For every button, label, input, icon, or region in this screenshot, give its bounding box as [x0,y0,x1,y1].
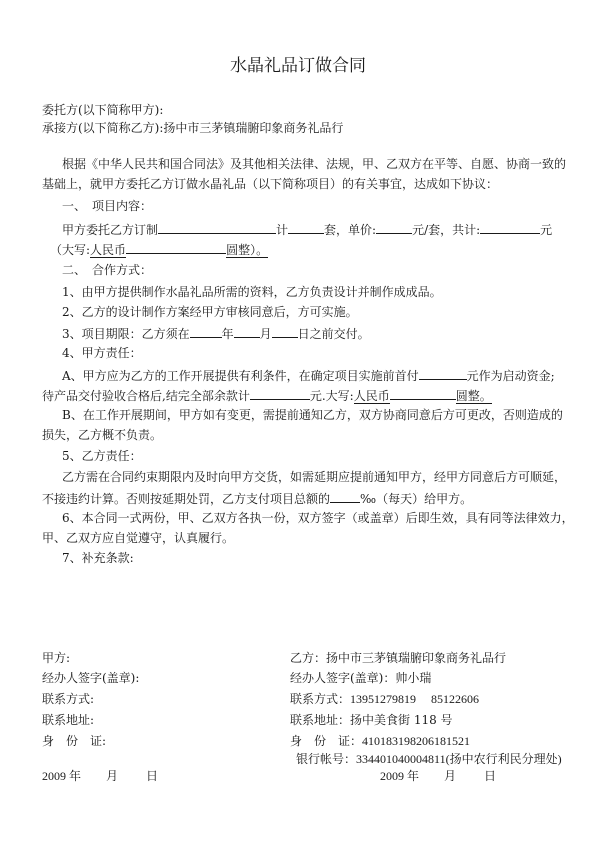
day-blank[interactable] [272,325,298,338]
clause-4a-line-1 [62,367,555,383]
party-b-id-label: 身 份 证： [290,734,363,748]
clause-4-heading: 4、甲方责任： [62,346,142,360]
per-day-text: ‰（每天）给甲方。 [360,492,473,506]
month-text: 月 [259,327,272,341]
balance-blank[interactable] [250,387,310,400]
amount-words-blank[interactable] [126,241,226,254]
deadline-text: 3、项目期限：乙方须在 [62,327,190,341]
party-b-address-value: 扬中美食街 118 号 [350,713,453,727]
party-a-contact: 联系方式: [42,692,95,706]
party-b-id [290,734,470,748]
party-a-date-month: 月 [106,769,119,783]
clause-7: 7、补充条款: [62,551,134,565]
set-price-text: 套，单价: [324,223,377,237]
startup-fund-text: 元作为启动资金; [466,369,555,383]
party-a-date-day: 日 [146,769,159,783]
clause-5-line-1: 乙方需在合同约束期限内及时向甲方交货，如需延期应提前通知甲方，经甲方同意后方可顺延， [62,470,567,484]
clause-6-line-2: 甲、乙双方应自觉遵守，认真履行。 [42,531,235,545]
clause-3 [62,325,370,341]
amount-in-words-line [50,241,268,257]
party-b-date-year: 2009 年 [380,769,420,783]
party-a-id: 身 份 证: [42,734,107,748]
day-text: 日之前交付。 [297,327,370,341]
contractor-line: 承接方(以下简称乙方):扬中市三茅镇瑞腑印象商务礼品行 [42,121,344,135]
unit-price-blank[interactable] [376,221,412,234]
quantity-blank[interactable] [288,221,324,234]
party-b-bank-value: 334401040004811(扬中农行利民分理处) [356,752,562,766]
intro-line-1: 根据《中华人民共和国合同法》及其他相关法律、法规，甲、乙双方在平等、自愿、协商一致的 [62,157,567,171]
balance-text: 待产品交付验收合格后,结完全部余款计 [42,389,250,403]
party-a-address: 联系地址: [42,713,95,727]
party-b-date-month: 月 [444,769,457,783]
party-b-phone: 13951279819 85122606 [350,692,480,706]
party-b-label: 乙方：扬中市三茅镇瑞腑印象商务礼品行 [290,651,507,665]
section-2-heading: 二、 合作方式： [62,263,153,277]
party-b-contact-label: 联系方式： [290,692,351,706]
party-a-date-year: 2009 年 [42,769,82,783]
party-b-id-value: 410183198206181521 [362,734,471,748]
item-blank[interactable] [158,221,276,234]
clause-4b-line-2: 损失，乙方概不负责。 [42,428,163,442]
clause-6-line-1: 6、本合同一式两份，甲、乙双方各执一份，双方签字（或盖章）后即生效，具有同等法律效力， [62,511,574,525]
balance-words-blank[interactable] [390,387,456,400]
rmb-text: 人民币 [90,243,127,257]
contract-title: 水晶礼品订做合同 [230,56,366,76]
balance-yuan-zheng: 圆整。 [455,389,492,403]
clause-2: 2、乙方的设计制作方案经甲方审核同意后，方可实施。 [62,305,358,319]
intro-line-2: 基础上，就甲方委托乙方订做水晶礼品（以下简称项目）的有关事宜，达成如下协议： [42,177,499,191]
yuan-text: 元 [540,223,553,237]
clause-4a-line-2 [42,387,492,403]
party-b-bank [296,752,562,766]
in-words-label: （大写: [50,243,91,257]
party-b-agent: 经办人签字(盖章)：帅小瑞 [290,671,432,685]
clause-5-heading: 5、乙方责任： [62,449,142,463]
clause-4b-line-1: B、在工作开展期间，甲方如有变更，需提前通知乙方，双方协商同意后方可更改，否则造成的 [62,408,563,422]
section-1-heading: 一、 项目内容： [62,199,153,213]
party-b-date-day: 日 [484,769,497,783]
balance-words-label: 元.大写: [309,389,354,403]
year-blank[interactable] [190,325,222,338]
yuan-zheng-text: 圆整）。 [226,243,269,257]
party-b-bank-label: 银行帐号： [296,752,357,766]
month-blank[interactable] [234,325,260,338]
total-text: 元/套，共计: [412,223,481,237]
party-b-contact [290,692,479,706]
client-label: 委托方(以下简称甲方): [42,103,164,117]
commission-text: 甲方委托乙方订制 [62,223,159,237]
party-a-agent: 经办人签字(盖章): [42,671,140,685]
project-content-line [62,221,552,237]
clause-5-line-2 [42,490,472,506]
count-text: 计 [276,223,289,237]
year-text: 年 [221,327,234,341]
party-b-address [290,713,453,727]
party-a-label: 甲方: [42,651,71,665]
penalty-text: 不接违约计算。否则按延期处罚，乙方支付项目总额的 [42,492,331,506]
party-b-address-label: 联系地址： [290,713,351,727]
penalty-rate-blank[interactable] [330,490,360,503]
down-payment-text: A、甲方应为乙方的工作开展提供有利条件，在确定项目实施前首付 [62,369,419,383]
balance-rmb-text: 人民币 [353,389,390,403]
down-payment-blank[interactable] [419,367,467,380]
clause-1: 1、由甲方提供制作水晶礼品所需的资料，乙方负责设计并制作成成品。 [62,285,442,299]
total-blank[interactable] [480,221,540,234]
